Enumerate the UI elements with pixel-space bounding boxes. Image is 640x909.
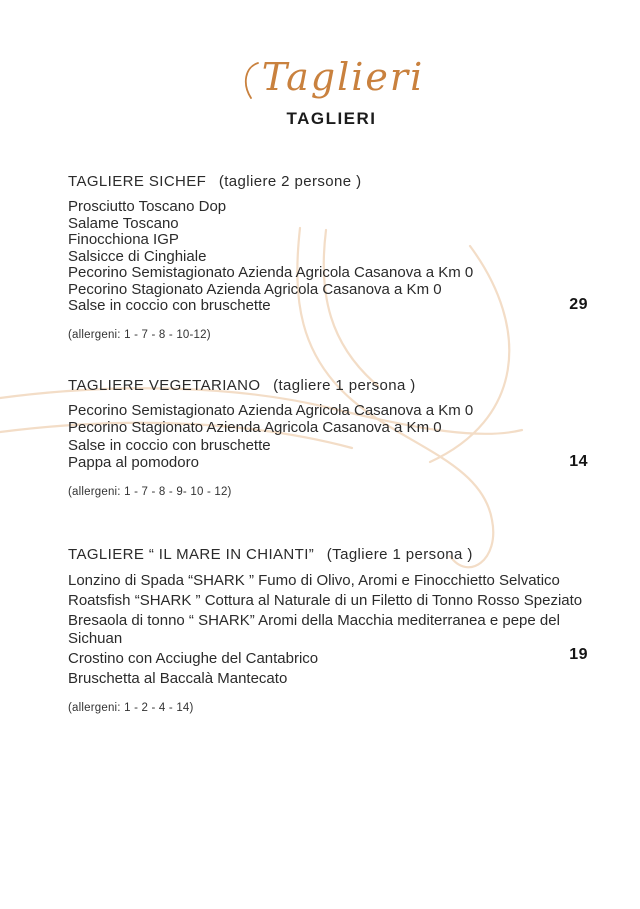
- menu-item: Salame Toscano: [68, 214, 179, 232]
- menu-item: Lonzino di Spada “SHARK ” Fumo di Olivo, Aromi e Finocchietto Selvatico: [68, 571, 560, 589]
- price: 14: [569, 452, 588, 470]
- section-items-wrap: [68, 199, 595, 315]
- menu-item: Pappa al pomodoro: [68, 454, 199, 471]
- allergens-note: (allergeni: 1 - 7 - 8 - 9- 10 - 12): [68, 485, 232, 498]
- calligraphy-flourish-icon: [239, 60, 261, 100]
- page-title: TAGLIERI: [286, 109, 377, 128]
- section-heading: [68, 546, 595, 563]
- section-heading: [68, 173, 595, 190]
- menu-item: Pecorino Stagionato Azienda Agricola Casanova a Km 0: [68, 280, 442, 298]
- section-name: TAGLIERE “ IL MARE IN CHIANTI”: [68, 545, 315, 563]
- script-title-row: [68, 55, 595, 100]
- menu-item: Pecorino Semistagionato Azienda Agricola Casanova a Km 0: [68, 401, 474, 419]
- menu-item: Prosciutto Toscano Dop: [68, 198, 227, 215]
- item-list: [68, 403, 595, 472]
- section-name: TAGLIERE VEGETARIANO: [68, 376, 261, 394]
- section-heading: [68, 377, 595, 394]
- section-name: TAGLIERE SICHEF: [68, 173, 207, 190]
- script-title: Taglieri: [261, 55, 425, 99]
- menu-item: Salse in coccio con bruschette: [68, 297, 271, 314]
- section-tagliere-il-mare-in-chianti: [68, 546, 595, 714]
- price: 19: [569, 645, 588, 663]
- price: 29: [569, 295, 588, 313]
- section-tagliere-sichef: [68, 173, 595, 341]
- allergens-note: (allergeni: 1 - 7 - 8 - 10-12): [68, 328, 211, 341]
- menu-header: [68, 0, 595, 129]
- section-tagliere-vegetariano: [68, 377, 595, 498]
- menu-item: Salse in coccio con bruschette: [68, 436, 271, 454]
- menu-item: Pecorino Semistagionato Azienda Agricola Casanova a Km 0: [68, 264, 474, 281]
- section-note: (tagliere 1 persona ): [273, 376, 416, 394]
- menu-item: Bruschetta al Baccalà Mantecato: [68, 669, 288, 687]
- menu-item: Pecorino Stagionato Azienda Agricola Casanova a Km 0: [68, 419, 442, 436]
- menu-item: Roatsfish “SHARK ” Cottura al Naturale di un Filetto di Tonno Rosso Speziato: [68, 591, 583, 609]
- section-note: (Tagliere 1 persona ): [326, 545, 473, 563]
- section-items-wrap: [68, 403, 595, 472]
- section-note: (tagliere 2 persone ): [218, 173, 362, 190]
- section-items-wrap: [68, 572, 595, 688]
- menu-item: Bresaola di tonno “ SHARK” Aromi della Macchia mediterranea e pepe del Sichuan: [68, 611, 560, 647]
- item-list: [68, 199, 595, 315]
- allergens-note: (allergeni: 1 - 2 - 4 - 14): [68, 701, 194, 714]
- menu-item: Finocchiona IGP: [68, 231, 179, 248]
- menu-item: Crostino con Acciughe del Cantabrico: [68, 649, 319, 667]
- menu-item: Salsicce di Cinghiale: [68, 247, 207, 265]
- item-list: [68, 572, 595, 688]
